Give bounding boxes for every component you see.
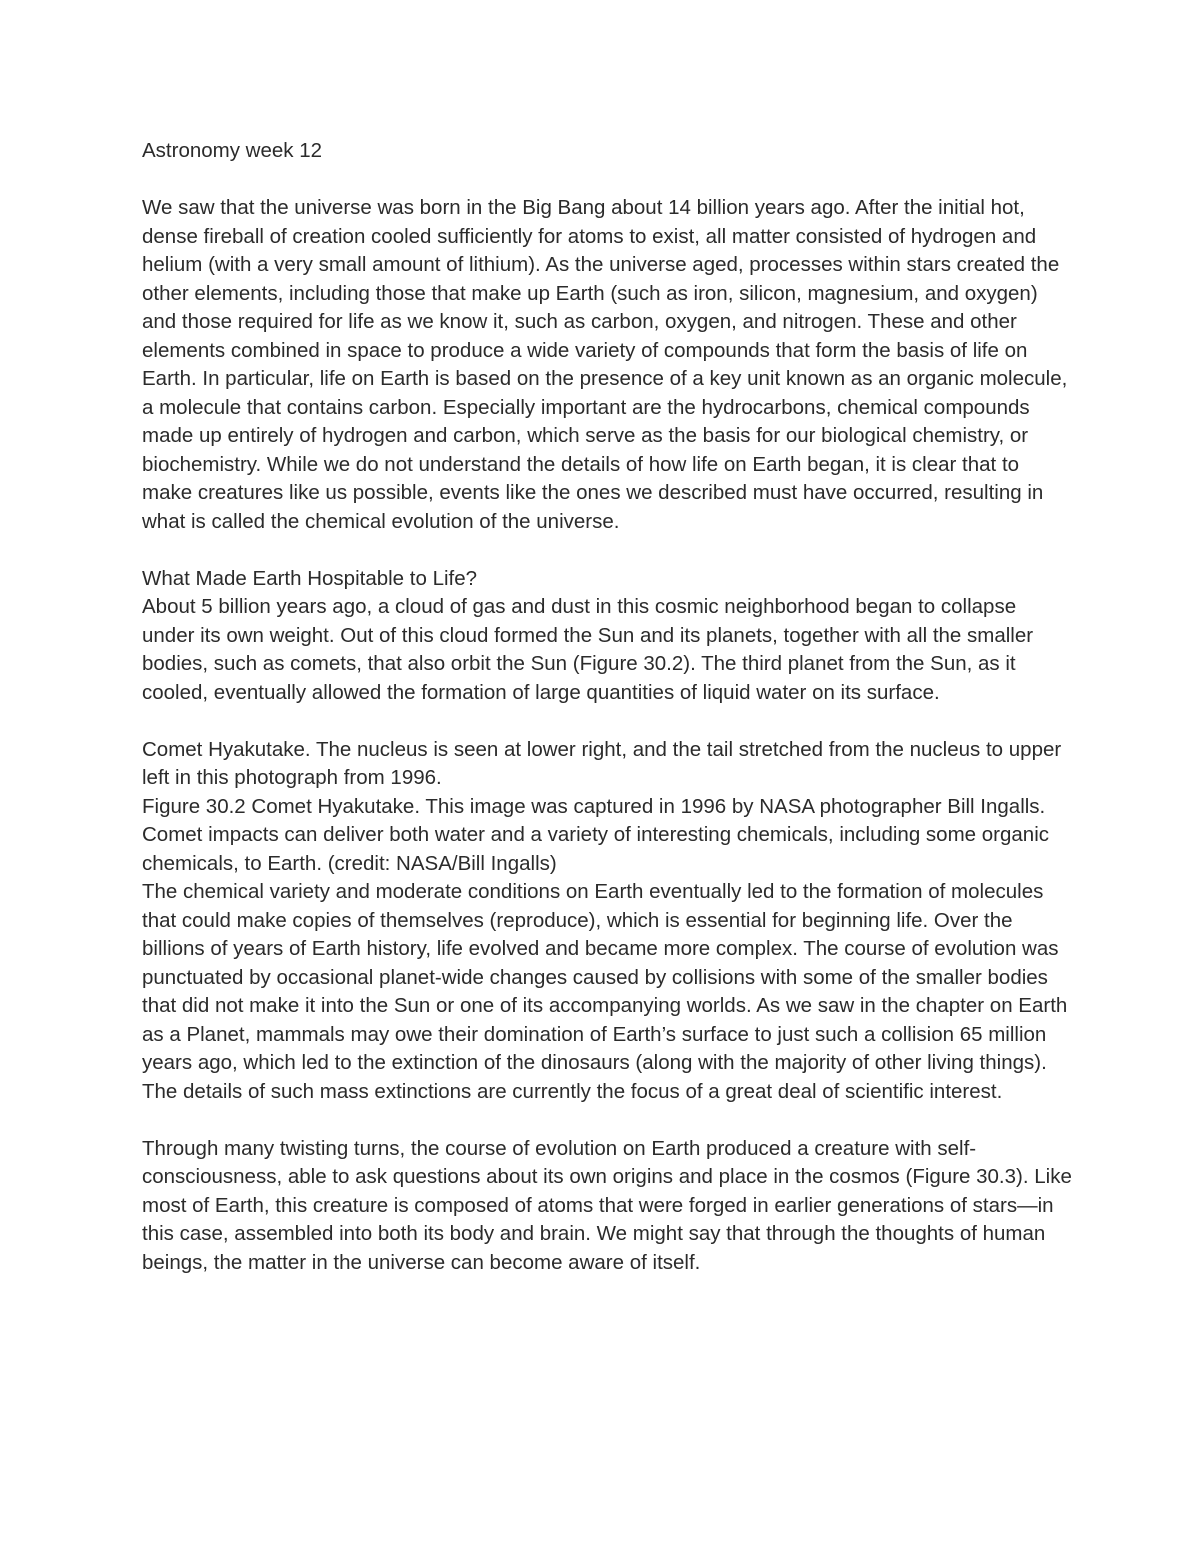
blank-line — [142, 1106, 1072, 1135]
figure-caption: Figure 30.2 Comet Hyakutake. This image was captured in 1996 by NASA photographer Bill Ingalls. Comet impacts can deliver both water and a variety of interesting chemicals, including some organic chemicals, to Earth. (credit: NASA/Bill Ingalls) — [142, 794, 1049, 875]
paragraph-big-bang: We saw that the universe was born in the Big Bang about 14 billion years ago. After the initial hot, dense fireball of creation cooled sufficiently for atoms to exist, all matter consisted of hydrogen and helium (with a very small amount of lithium). As the universe aged, processes within stars created the other elements, including those that make up Earth (such as iron, silicon, magnesium, and oxygen) and those required for life as we know it, such as carbon, oxygen, and nitrogen. These and other elements combined in space to produce a wide variety of compounds that form the basis of life on Earth. In particular, life on Earth is based on the presence of a key unit known as an organic molecule, a molecule that contains carbon. Especially important are the hydrocarbons, chemical compounds made up entirely of hydrogen and carbon, which serve as the basis for our biological chemistry, or biochemistry. While we do not understand the details of how life on Earth began, it is clear that to make creatures like us possible, events like the ones we described must have occurred, resulting in what is called the chemical evolution of the universe. — [142, 196, 1068, 533]
paragraph-self-consciousness: Through many twisting turns, the course of evolution on Earth produced a creature with self-consciousness, able to ask questions about its own origins and place in the cosmos (Figure 30.3). Like most of Earth, this creature is composed of atoms that were forged in earlier generations of stars—in this case, assembled into both its body and brain. We might say that through the thoughts of human beings, the matter in the universe can become aware of itself. — [142, 1136, 1072, 1274]
document-title: Astronomy week 12 — [142, 139, 323, 162]
blank-line — [142, 536, 1072, 565]
image-alt-text: Comet Hyakutake. The nucleus is seen at lower right, and the tail stretched from the nucleus to upper left in this photograph from 1996. — [142, 737, 1062, 789]
section-heading: What Made Earth Hospitable to Life? — [142, 566, 478, 590]
document-page — [142, 137, 1072, 1277]
paragraph-earth-formation: About 5 billion years ago, a cloud of gas and dust in this cosmic neighborhood began to collapse under its own weight. Out of this cloud formed the Sun and its planets, together with all the smaller bodies, such as comets, that also orbit the Sun (Figure 30.2). The third planet from the Sun, as it cooled, eventually allowed the formation of large quantities of liquid water on its surface. — [142, 595, 1034, 704]
blank-line — [142, 707, 1072, 736]
blank-line — [142, 166, 1072, 195]
paragraph-evolution: The chemical variety and moderate conditions on Earth eventually led to the formation of molecules that could make copies of themselves (reproduce), which is essential for beginning life. Over the billions of years of Earth history, life evolved and became more complex. The course of evolution was punctuated by occasional planet-wide changes caused by collisions with some of the smaller bodies that did not make it into the Sun or one of its accompanying worlds. As we saw in the chapter on Earth as a Planet, mammals may owe their domination of Earth’s surface to just such a collision 65 million years ago, which led to the extinction of the dinosaurs (along with the majority of other living things). The details of such mass extinctions are currently the focus of a great deal of scientific interest. — [142, 880, 1068, 1103]
